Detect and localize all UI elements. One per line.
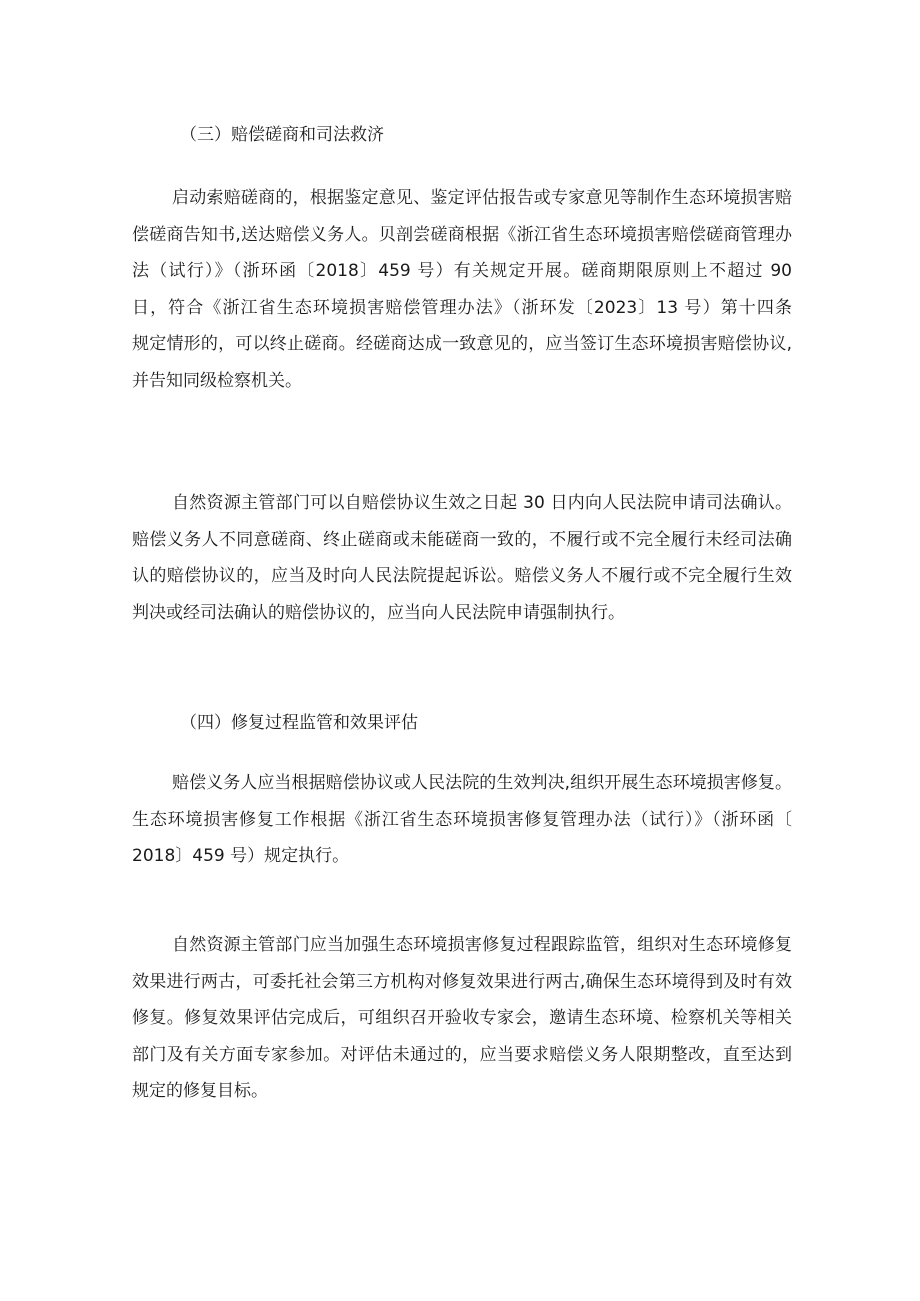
text-line: 偿磋商告知书,送达赔偿义务人。贝剖尝磋商根据《浙江省生态环境损害赔偿磋商管理办 <box>132 224 792 245</box>
text-line: 认的赔偿协议的，应当及时向人民法院提起诉讼。赔偿义务人不履行或不完全履行生效 <box>132 566 792 587</box>
section-heading-three: （三）赔偿磋商和司法救济 <box>180 125 384 145</box>
paragraph-judicial-confirmation <box>132 485 792 631</box>
text-line: 赔偿义务人应当根据赔偿协议或人民法院的生效判决,组织开展生态环境损害修复。 <box>172 773 792 793</box>
text-line: 并告知同级检察机关。 <box>132 370 302 391</box>
text-line: 生态环境损害修复工作根据《浙江省生态环境损害修复管理办法（试行）》（浙环函〔 <box>132 809 792 830</box>
text-line: 判决或经司法确认的赔偿协议的，应当向人民法院申请强制执行。 <box>132 602 625 623</box>
text-line: 日，符合《浙江省生态环境损害赔偿管理办法》（浙环发〔2023〕13 号）第十四条 <box>132 297 792 318</box>
text-line: 效果进行两古，可委托社会第三方机构对修复效果进行两古,确保生态环境得到及时有效 <box>132 971 792 992</box>
text-line: 2018〕459 号）规定执行。 <box>132 846 350 867</box>
paragraph-consultation <box>132 180 792 400</box>
text-line: 赔偿义务人不同意磋商、终止磋商或未能磋商一致的，不履行或不完全履行未经司法确 <box>132 529 792 550</box>
text-line: 规定的修复目标。 <box>132 1081 268 1102</box>
paragraph-supervision-evaluation <box>132 927 792 1110</box>
text-line: 部门及有关方面专家参加。对评估未通过的，应当要求赔偿义务人限期整改，直至达到 <box>132 1044 792 1065</box>
text-line: 规定情形的，可以终止磋商。经磋商达成一致意见的，应当签订生态环境损害赔偿协议, <box>132 334 792 355</box>
text-line: 法（试行）》（浙环函〔2018〕459 号）有关规定开展。磋商期限原则上不超过 90 <box>132 261 792 282</box>
text-line: 启动索赔磋商的，根据鉴定意见、鉴定评估报告或专家意见等制作生态环境损害赔 <box>172 188 792 208</box>
section-heading-four: （四）修复过程监管和效果评估 <box>180 713 418 733</box>
text-line: 自然资源主管部门应当加强生态环境损害修复过程跟踪监管，组织对生态环境修复 <box>172 935 792 955</box>
text-line: 修复。修复效果评估完成后，可组织召开验收专家会，邀请生态环境、检察机关等相关 <box>132 1008 792 1029</box>
text-line: 自然资源主管部门可以自赔偿协议生效之日起 30 日内向人民法院申请司法确认。 <box>172 493 792 513</box>
paragraph-restoration <box>132 765 792 875</box>
